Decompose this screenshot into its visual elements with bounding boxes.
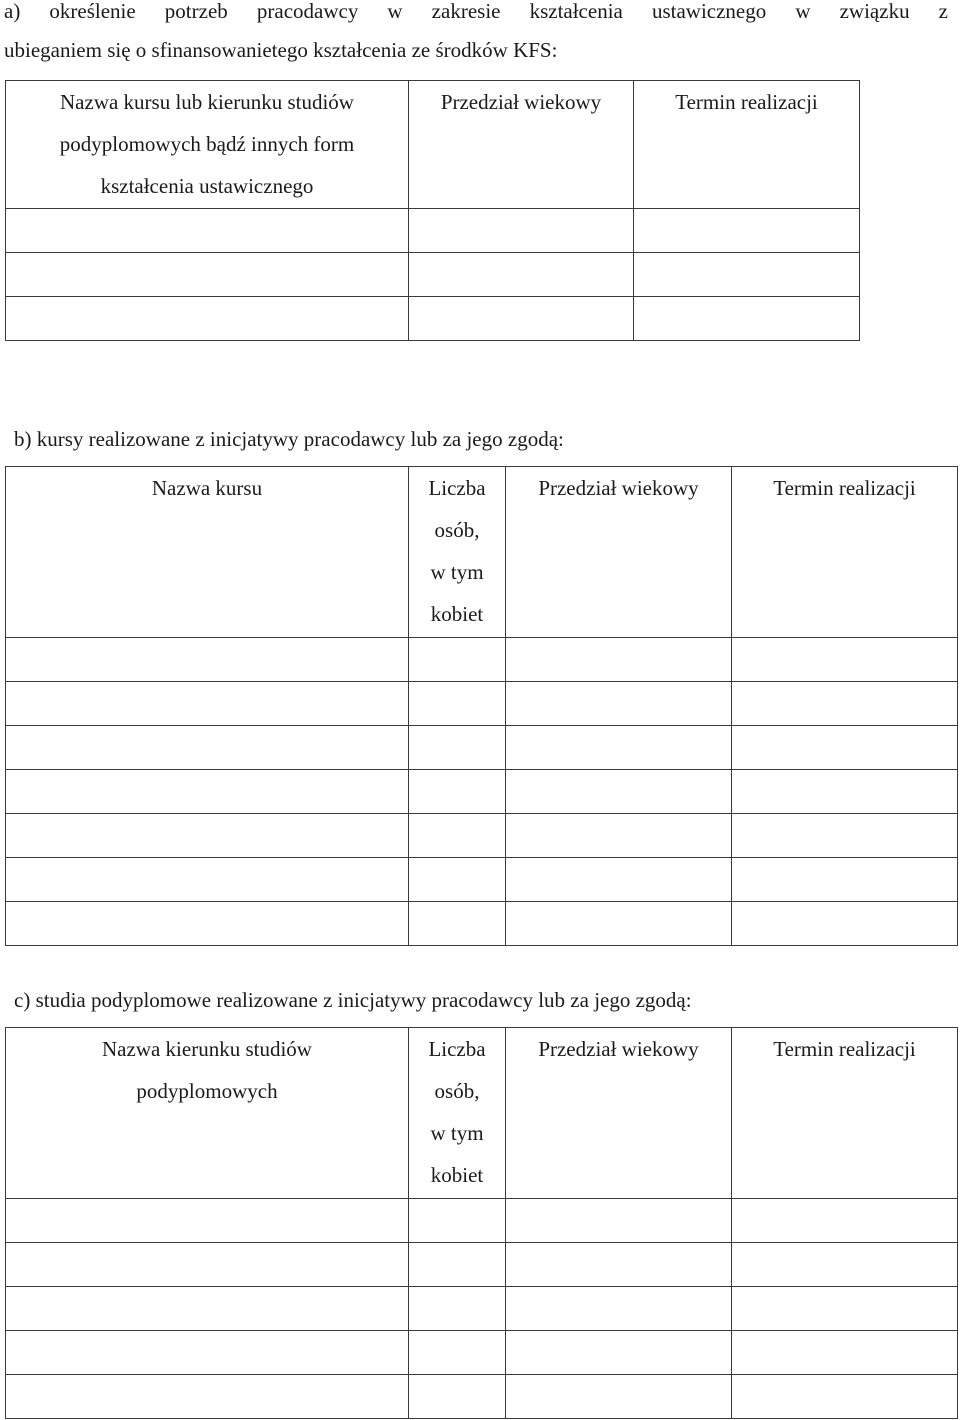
- empty-cell[interactable]: [506, 1243, 732, 1287]
- empty-cell[interactable]: [732, 1287, 958, 1331]
- empty-cell[interactable]: [6, 1287, 409, 1331]
- empty-cell[interactable]: [506, 1331, 732, 1375]
- empty-cell[interactable]: [409, 682, 506, 726]
- table-row: [6, 1199, 958, 1243]
- empty-cell[interactable]: [634, 209, 860, 253]
- header-course-name-line-2: podyplomowych bądź innych form: [59, 132, 355, 156]
- header-course-name-label: Nazwa kursu: [151, 476, 263, 500]
- header-term-label: Termin realizacji: [773, 476, 916, 500]
- empty-cell[interactable]: [6, 1243, 409, 1287]
- header-count-line-3: w tym: [430, 1121, 484, 1145]
- header-study-name-line-2: podyplomowych: [136, 1079, 278, 1103]
- table-row: [6, 814, 958, 858]
- empty-cell[interactable]: [6, 902, 409, 946]
- empty-cell[interactable]: [409, 726, 506, 770]
- empty-cell[interactable]: [6, 638, 409, 682]
- empty-cell[interactable]: [6, 1331, 409, 1375]
- section-b-heading: b) kursy realizowane z inicjatywy pracodawcy lub za jego zgodą:: [14, 427, 564, 451]
- postgraduate-table: [5, 1027, 958, 1419]
- header-term-label: Termin realizacji: [675, 90, 818, 114]
- header-term: [732, 467, 958, 638]
- header-participant-count: [409, 1028, 506, 1199]
- empty-cell[interactable]: [409, 858, 506, 902]
- header-count-line-1: Liczba: [428, 1037, 486, 1061]
- empty-cell[interactable]: [409, 1243, 506, 1287]
- table-row: [6, 1331, 958, 1375]
- empty-cell[interactable]: [506, 1287, 732, 1331]
- table-row: [6, 682, 958, 726]
- empty-cell[interactable]: [409, 1199, 506, 1243]
- table-row: [6, 726, 958, 770]
- needs-table: [5, 80, 860, 341]
- courses-table: [5, 466, 958, 946]
- courses-table-header-row: [6, 467, 958, 638]
- header-study-name: [6, 1028, 409, 1199]
- empty-cell[interactable]: [409, 814, 506, 858]
- header-age-range: [409, 81, 634, 209]
- needs-table-header-row: [6, 81, 860, 209]
- table-row: [6, 858, 958, 902]
- header-course-name-line-1: Nazwa kursu lub kierunku studiów: [60, 90, 354, 114]
- header-count-line-1: Liczba: [428, 476, 486, 500]
- header-course-name-line-3: kształcenia ustawicznego: [100, 174, 314, 198]
- empty-cell[interactable]: [6, 770, 409, 814]
- empty-cell[interactable]: [6, 1375, 409, 1419]
- table-row: [6, 770, 958, 814]
- header-term-label: Termin realizacji: [773, 1037, 916, 1061]
- header-study-name-line-1: Nazwa kierunku studiów: [102, 1037, 312, 1061]
- empty-cell[interactable]: [6, 858, 409, 902]
- postgraduate-table-header-row: [6, 1028, 958, 1199]
- empty-cell[interactable]: [6, 209, 409, 253]
- empty-cell[interactable]: [409, 902, 506, 946]
- table-row: [6, 1375, 958, 1419]
- header-count-line-2: osób,: [434, 1079, 480, 1103]
- empty-cell[interactable]: [732, 1331, 958, 1375]
- empty-cell[interactable]: [732, 858, 958, 902]
- empty-cell[interactable]: [409, 1287, 506, 1331]
- empty-cell[interactable]: [506, 770, 732, 814]
- section-a-intro-line-1: a) określenie potrzeb pracodawcy w zakresie kształcenia ustawicznego w związku z: [4, 0, 948, 23]
- header-count-line-4: kobiet: [430, 602, 484, 626]
- header-age-range-label: Przedział wiekowy: [538, 1037, 699, 1061]
- header-count-line-4: kobiet: [430, 1163, 484, 1187]
- header-age-range-label: Przedział wiekowy: [538, 476, 699, 500]
- empty-cell[interactable]: [409, 297, 634, 341]
- empty-cell[interactable]: [506, 726, 732, 770]
- empty-cell[interactable]: [732, 770, 958, 814]
- empty-cell[interactable]: [409, 1331, 506, 1375]
- section-c-heading: c) studia podyplomowe realizowane z inicjatywy pracodawcy lub za jego zgodą:: [14, 988, 692, 1012]
- empty-cell[interactable]: [732, 726, 958, 770]
- empty-cell[interactable]: [6, 726, 409, 770]
- empty-cell[interactable]: [732, 814, 958, 858]
- empty-cell[interactable]: [732, 682, 958, 726]
- empty-cell[interactable]: [6, 682, 409, 726]
- header-age-range: [506, 467, 732, 638]
- empty-cell[interactable]: [506, 814, 732, 858]
- empty-cell[interactable]: [506, 682, 732, 726]
- table-row: [6, 1287, 958, 1331]
- empty-cell[interactable]: [634, 253, 860, 297]
- table-row: [6, 209, 860, 253]
- header-term: [732, 1028, 958, 1199]
- table-row: [6, 253, 860, 297]
- empty-cell[interactable]: [409, 253, 634, 297]
- empty-cell[interactable]: [6, 814, 409, 858]
- empty-cell[interactable]: [634, 297, 860, 341]
- table-row: [6, 638, 958, 682]
- table-row: [6, 297, 860, 341]
- empty-cell[interactable]: [732, 1243, 958, 1287]
- empty-cell[interactable]: [409, 1375, 506, 1419]
- empty-cell[interactable]: [506, 1199, 732, 1243]
- header-age-range: [506, 1028, 732, 1199]
- header-participant-count: [409, 467, 506, 638]
- header-count-line-3: w tym: [430, 560, 484, 584]
- empty-cell[interactable]: [506, 1375, 732, 1419]
- empty-cell[interactable]: [6, 253, 409, 297]
- empty-cell[interactable]: [732, 1375, 958, 1419]
- table-row: [6, 1243, 958, 1287]
- empty-cell[interactable]: [506, 638, 732, 682]
- empty-cell[interactable]: [732, 902, 958, 946]
- empty-cell[interactable]: [6, 1199, 409, 1243]
- header-term: [634, 81, 860, 209]
- empty-cell[interactable]: [6, 297, 409, 341]
- table-row: [6, 902, 958, 946]
- empty-cell[interactable]: [732, 1199, 958, 1243]
- empty-cell[interactable]: [506, 902, 732, 946]
- header-course-name: [6, 467, 409, 638]
- section-a-intro-line-2: ubieganiem się o sfinansowanietego kształcenia ze środków KFS:: [4, 38, 558, 62]
- header-course-name: [6, 81, 409, 209]
- empty-cell[interactable]: [409, 770, 506, 814]
- header-age-range-label: Przedział wiekowy: [440, 90, 602, 114]
- empty-cell[interactable]: [409, 638, 506, 682]
- empty-cell[interactable]: [409, 209, 634, 253]
- header-count-line-2: osób,: [434, 518, 480, 542]
- empty-cell[interactable]: [506, 858, 732, 902]
- empty-cell[interactable]: [732, 638, 958, 682]
